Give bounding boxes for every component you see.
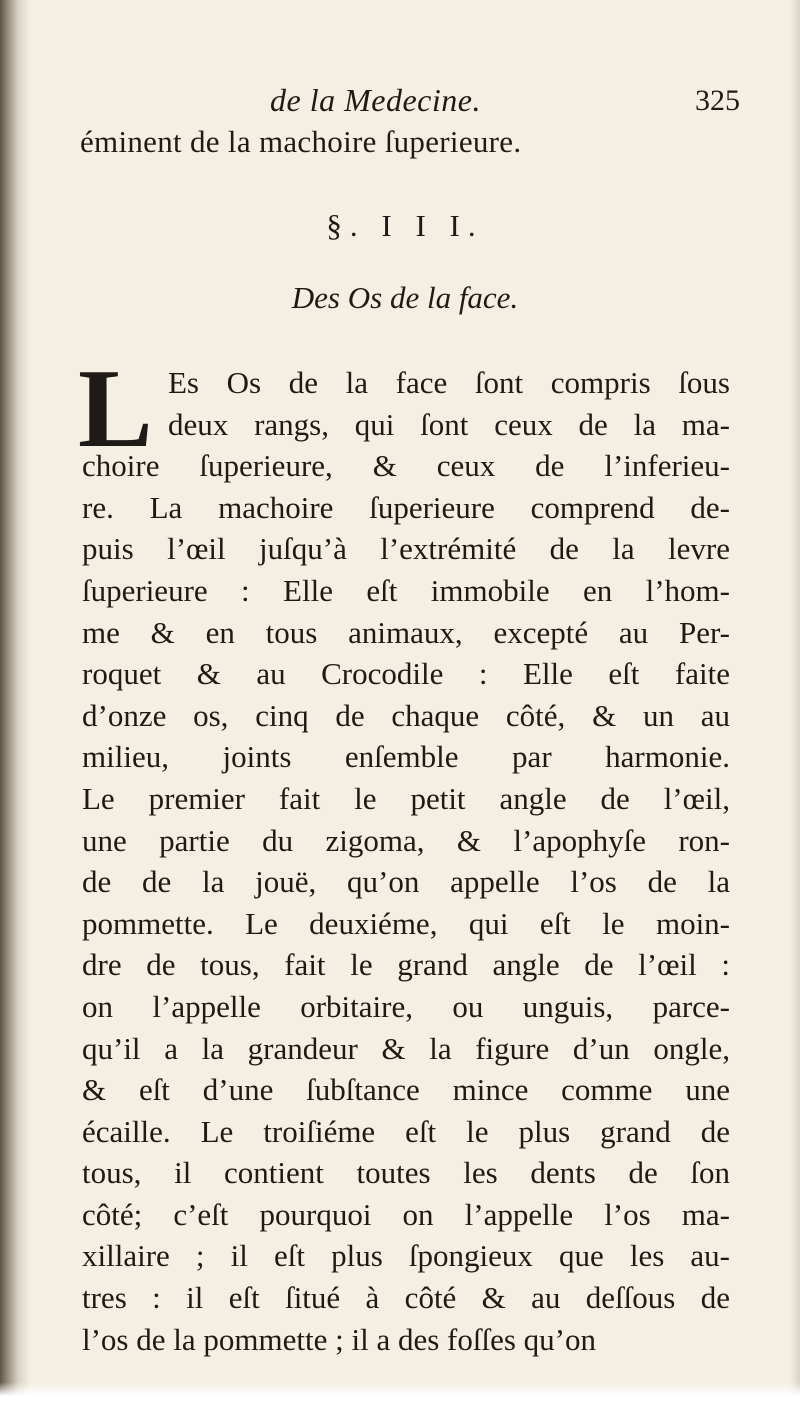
running-title: de la Medecine.	[270, 82, 481, 118]
body-line: me & en tous animaux, excepté au Per-	[82, 614, 730, 650]
body-line: l’os de la pommette ; il a des foſſes qu’on	[82, 1321, 596, 1357]
body-line: roquet & au Crocodile : Elle eſt faite	[82, 656, 730, 692]
section-number: §. I I I.	[326, 208, 484, 243]
body-line: puis l’œil juſqu’à l’extrémité de la levre	[82, 531, 730, 567]
body-line: dre de tous, fait le grand angle de l’œil :	[82, 947, 730, 983]
body-line: côté; c’eſt pourquoi on l’appelle l’os ma-	[82, 1196, 730, 1232]
body-line: re. La machoire ſuperieure comprend de-	[82, 489, 730, 525]
body-line: on l’appelle orbitaire, ou unguis, parce-	[82, 988, 730, 1024]
body-line: tous, il contient toutes les dents de ſon	[82, 1155, 730, 1191]
body-line: tres : il eſt ſitué à côté & au deſſous de	[82, 1280, 730, 1316]
body-line: deux rangs, qui ſont ceux de la ma-	[168, 406, 730, 442]
page-number: 325	[695, 84, 740, 117]
body-line: milieu, joints enſemble par harmonie.	[82, 739, 730, 775]
body-line: choire ſuperieure, & ceux de l’inferieu-	[82, 448, 730, 484]
body-line: d’onze os, cinq de chaque côté, & un au	[82, 697, 730, 733]
body-line: pommette. Le deuxiéme, qui eſt le moin-	[82, 905, 730, 941]
page-header	[80, 82, 740, 122]
section-title: Des Os de la face.	[291, 280, 519, 315]
body-line: Le premier fait le petit angle de l’œil,	[82, 780, 730, 816]
drop-cap: L	[78, 347, 153, 471]
body-line: écaille. Le troiſiéme eſt le plus grand de	[82, 1113, 730, 1149]
body-text	[78, 347, 730, 1360]
body-line: de de la jouë, qu’on appelle l’os de la	[82, 864, 730, 900]
page-bottom-margin	[0, 1382, 800, 1404]
body-line: ſuperieure : Elle eſt immobile en l’hom-	[82, 572, 730, 608]
body-line: & eſt d’une ſubſtance mince comme une	[82, 1072, 730, 1108]
body-line: une partie du zigoma, & l’apophyſe ron-	[82, 822, 730, 858]
carry-over-line: éminent de la machoire ſuperieure.	[80, 124, 522, 159]
body-line: Es Os de la face ſont compris ſous	[168, 365, 730, 400]
body-line: xillaire ; il eſt plus ſpongieux que les au-	[82, 1238, 730, 1274]
body-line: qu’il a la grandeur & la figure d’un ongle,	[82, 1030, 730, 1066]
